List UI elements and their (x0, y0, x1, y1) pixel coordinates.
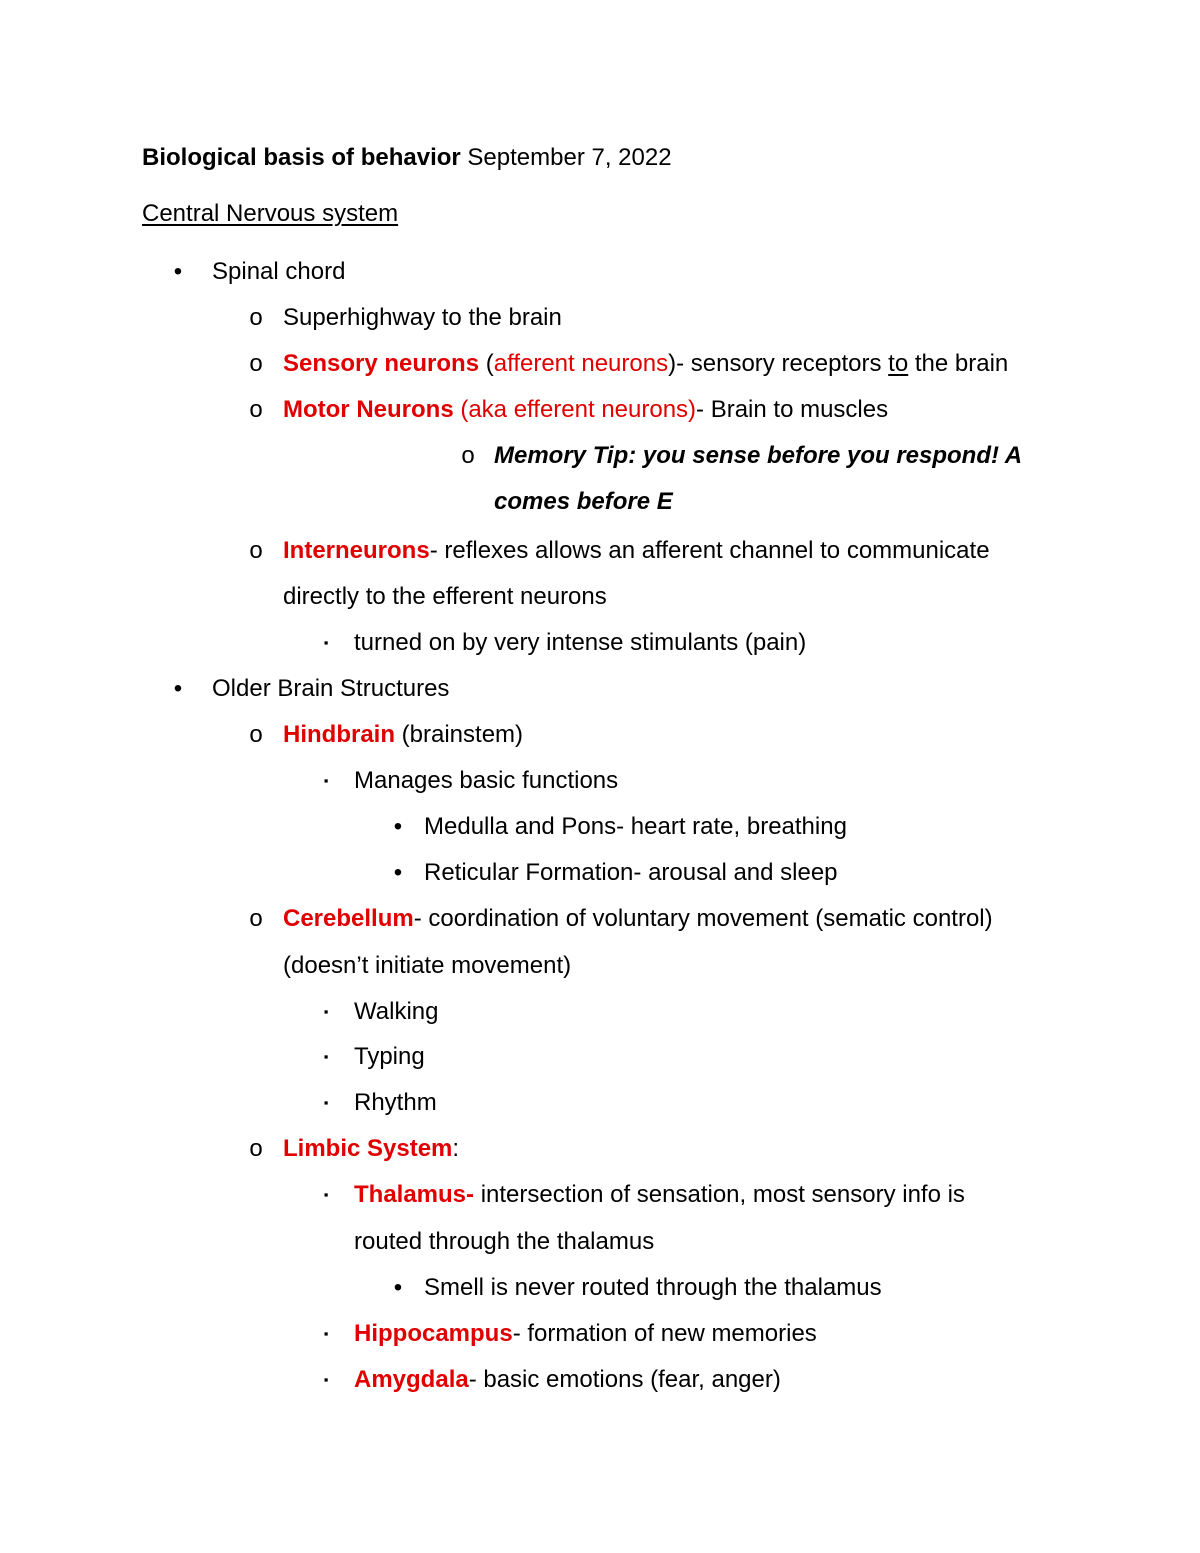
page-title (142, 143, 672, 173)
bullet-square: ▪ (323, 635, 329, 650)
term-interneurons: Interneurons (283, 537, 430, 564)
memory-tip-line-1: Memory Tip: you sense before you respond! A (494, 442, 1023, 469)
list-item-superhighway: Superhighway to the brain (283, 304, 562, 331)
bullet-circle: o (249, 304, 263, 331)
bullet-circle: o (249, 1135, 263, 1162)
list-item-intense-stimulants: turned on by very intense stimulants (pain) (354, 629, 807, 656)
bullet-square: ▪ (323, 1049, 329, 1064)
bullet-circle: o (461, 442, 475, 469)
bullet-circle: o (249, 905, 263, 932)
bullet-disc: • (393, 859, 403, 886)
list-item-thalamus: Thalamus- intersection of sensation, most sensory info is (354, 1181, 965, 1208)
bullet-disc: • (173, 675, 183, 702)
term-amygdala: Amygdala (354, 1366, 469, 1393)
list-item-typing: Typing (354, 1043, 425, 1070)
list-item-hindbrain: Hindbrain (brainstem) (283, 721, 524, 748)
list-item-cerebellum: Cerebellum- coordination of voluntary movement (sematic control) (283, 905, 993, 932)
list-item-basic-functions: Manages basic functions (354, 767, 619, 794)
underlined-to: to (888, 350, 909, 377)
list-item-older-brain-structures: Older Brain Structures (212, 675, 450, 702)
list-item-smell: Smell is never routed through the thalamus (424, 1274, 882, 1301)
bullet-square: ▪ (323, 1326, 329, 1341)
term-hippocampus: Hippocampus (354, 1320, 513, 1347)
bullet-square: ▪ (323, 1187, 329, 1202)
cerebellum-continuation: (doesn’t initiate movement) (283, 952, 572, 979)
bullet-disc: • (173, 258, 183, 285)
memory-tip-line-2: comes before E (494, 488, 673, 515)
bullet-circle: o (249, 350, 263, 377)
bullet-circle: o (249, 537, 263, 564)
term-sensory-neurons: Sensory neurons (283, 350, 480, 377)
term-cerebellum: Cerebellum (283, 905, 414, 932)
bullet-disc: • (393, 1274, 403, 1301)
bullet-circle: o (249, 721, 263, 748)
list-item-sensory-neurons: Sensory neurons (afferent neurons)- sensory receptors to the brain (283, 350, 1009, 377)
list-item-spinal-chord: Spinal chord (212, 258, 346, 285)
section-heading: Central Nervous system (142, 200, 399, 227)
title-date: September 7, 2022 (460, 144, 672, 171)
interneurons-continuation: directly to the efferent neurons (283, 583, 607, 610)
term-limbic-system: Limbic System (283, 1135, 453, 1162)
list-item-motor-neurons: Motor Neurons (aka efferent neurons)- Brain to muscles (283, 396, 889, 423)
bullet-disc: • (393, 813, 403, 840)
term-hindbrain: Hindbrain (283, 721, 395, 748)
list-item-hippocampus: Hippocampus- formation of new memories (354, 1320, 817, 1347)
thalamus-continuation: routed through the thalamus (354, 1228, 655, 1255)
list-item-medulla-pons: Medulla and Pons- heart rate, breathing (424, 813, 847, 840)
bullet-square: ▪ (323, 1095, 329, 1110)
list-item-interneurons: Interneurons- reflexes allows an afferent channel to communicate (283, 537, 990, 564)
bullet-square: ▪ (323, 773, 329, 788)
list-item-walking: Walking (354, 998, 439, 1025)
term-afferent: afferent neurons (493, 350, 669, 377)
bullet-circle: o (249, 396, 263, 423)
term-efferent: (aka efferent neurons) (453, 396, 697, 423)
term-thalamus: Thalamus- (354, 1181, 475, 1208)
list-item-reticular-formation: Reticular Formation- arousal and sleep (424, 859, 838, 886)
list-item-limbic-system: Limbic System: (283, 1135, 460, 1162)
bullet-square: ▪ (323, 1004, 329, 1019)
title-subject: Biological basis of behavior (142, 144, 461, 171)
list-item-amygdala: Amygdala- basic emotions (fear, anger) (354, 1366, 781, 1393)
list-item-rhythm: Rhythm (354, 1089, 437, 1116)
term-motor-neurons: Motor Neurons (283, 396, 454, 423)
bullet-square: ▪ (323, 1372, 329, 1387)
